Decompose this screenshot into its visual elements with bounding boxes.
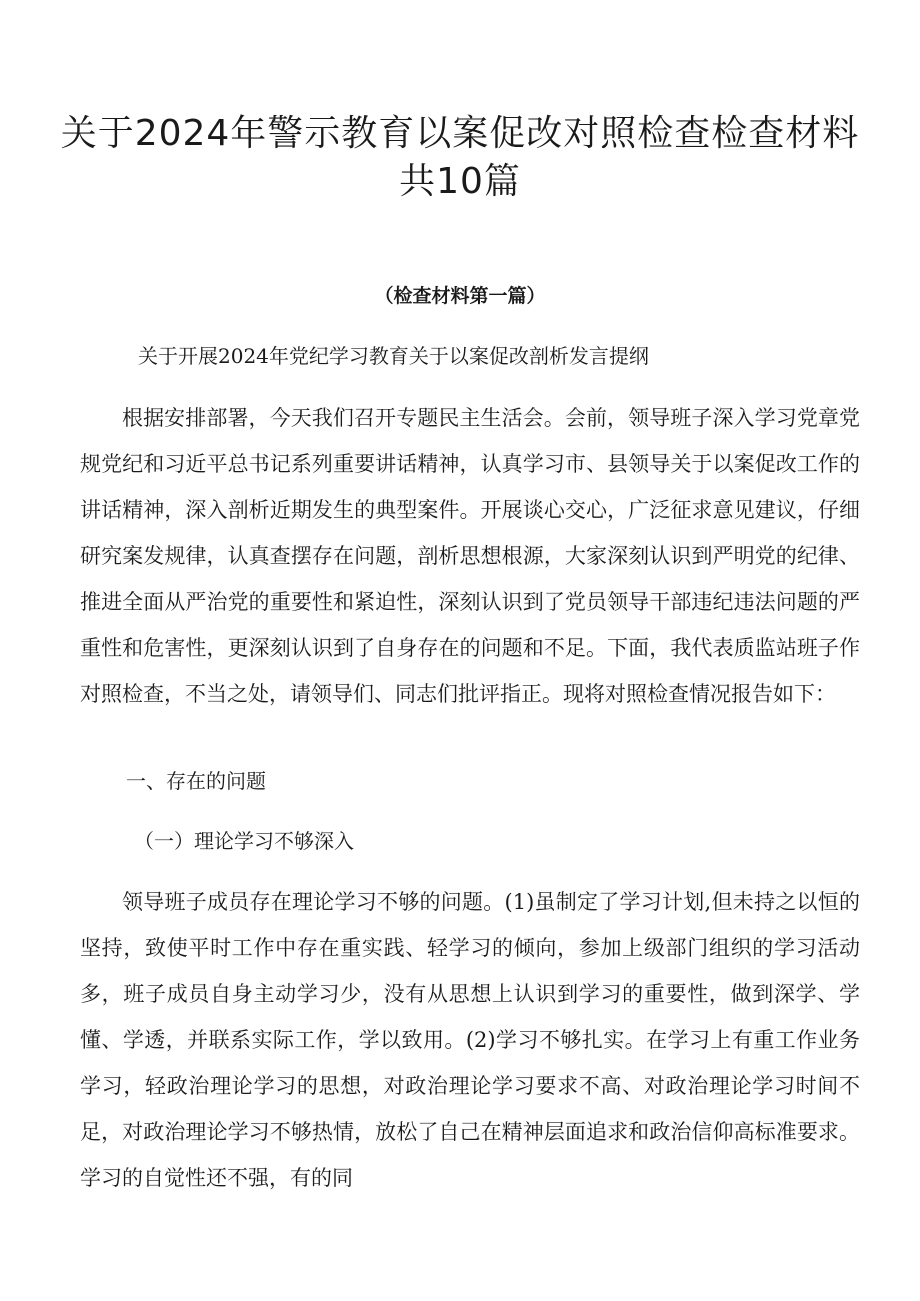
body-paragraph-theory-study: 领导班子成员存在理论学习不够的问题。(1)虽制定了学习计划,但未持之以恒的坚持，致使平时工作中存在重实践、轻学习的倾向，参加上级部门组织的学习活动多，班子成员自身主动学习少，没有从思想上认识到学习的重要性，做到深学、学懂、学透，并联系实际工作，学以致用。(2)学习不够扎实。在学习上有重工作业务学习，轻政治理论学习的思想，对政治理论学习要求不高、对政治理论学习时间不足，对政治理论学习不够热情，放松了自己在精神层面追求和政治信仰高标准要求。学习的自觉性还不强，有的同 [80, 890, 860, 1190]
heading-existing-problems: 一、存在的问题 [126, 769, 266, 793]
section-heading: （检查材料第一篇） [374, 285, 546, 307]
heading-theory-study: （一）理论学习不够深入 [134, 829, 354, 853]
document-title: 关于2024年警示教育以案促改对照检查检查材料共10篇 [60, 113, 860, 202]
document-subtitle: 关于开展2024年党纪学习教育关于以案促改剖析发言提纲 [138, 344, 649, 368]
body-paragraph-intro: 根据安排部署，今天我们召开专题民主生活会。会前，领导班子深入学习党章党规党纪和习近平总书记系列重要讲话精神，认真学习市、县领导关于以案促改工作的讲话精神，深入剖析近期发生的典型案件。开展谈心交心，广泛征求意见建议，仔细研究案发规律，认真查摆存在问题，剖析思想根源，大家深刻认识到严明党的纪律、推进全面从严治党的重要性和紧迫性，深刻认识到了党员领导干部违纪违法问题的严重性和危害性，更深刻认识到了自身存在的问题和不足。下面，我代表质监站班子作对照检查，不当之处，请领导们、同志们批评指正。现将对照检查情况报告如下： [80, 406, 860, 706]
